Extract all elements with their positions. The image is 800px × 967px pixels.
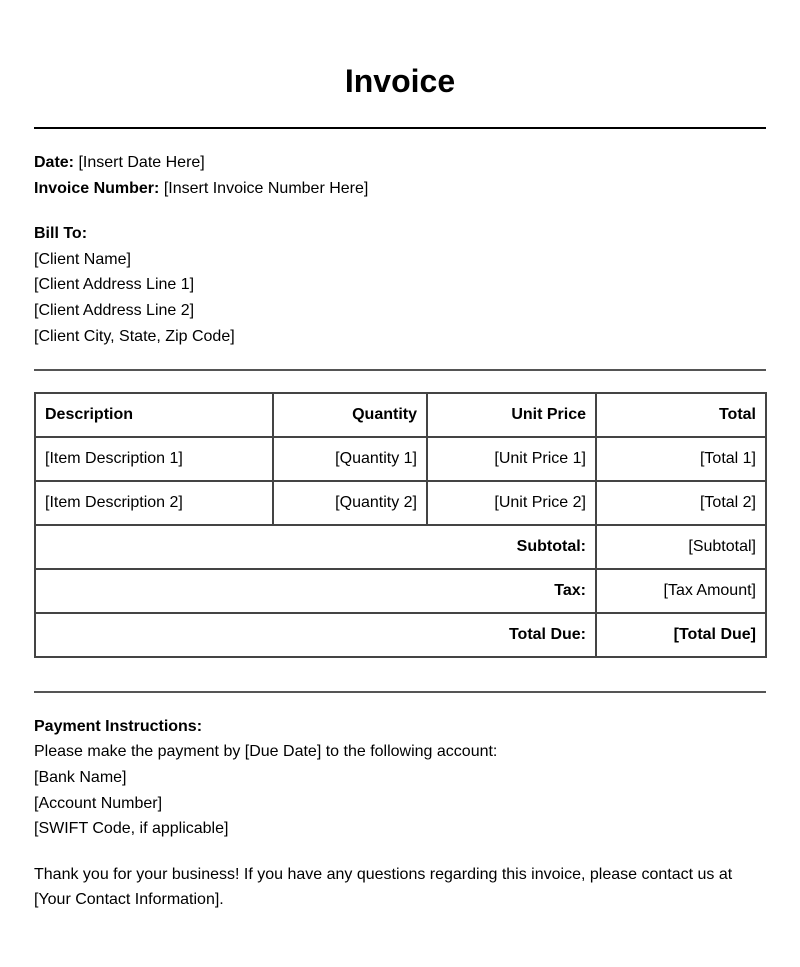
subtotal-label: Subtotal: bbox=[35, 525, 596, 569]
payment-instruction: Please make the payment by [Due Date] to the following account: bbox=[34, 743, 498, 760]
header-quantity: Quantity bbox=[273, 393, 427, 437]
item-unit-price: [Unit Price 2] bbox=[427, 481, 596, 525]
client-name: [Client Name] bbox=[34, 251, 131, 268]
item-unit-price: [Unit Price 1] bbox=[427, 437, 596, 481]
item-total: [Total 2] bbox=[596, 481, 766, 525]
item-quantity: [Quantity 1] bbox=[273, 437, 427, 481]
client-city-state-zip: [Client City, State, Zip Code] bbox=[34, 328, 235, 345]
header-total: Total bbox=[596, 393, 766, 437]
table-row bbox=[35, 481, 766, 525]
tax-label: Tax: bbox=[35, 569, 596, 613]
total-due-label: Total Due: bbox=[35, 613, 596, 657]
invoice-number-label: Invoice Number: bbox=[34, 180, 160, 197]
item-total: [Total 1] bbox=[596, 437, 766, 481]
bill-to-divider bbox=[34, 369, 766, 371]
bill-to-heading: Bill To: bbox=[34, 225, 88, 242]
date-label: Date: bbox=[34, 154, 75, 171]
date-value: [Insert Date Here] bbox=[78, 154, 205, 171]
item-description: [Item Description 1] bbox=[35, 437, 273, 481]
header-description: Description bbox=[35, 393, 273, 437]
invoice-number-line bbox=[34, 179, 368, 199]
table-row bbox=[35, 437, 766, 481]
subtotal-value: [Subtotal] bbox=[596, 525, 766, 569]
item-description: [Item Description 2] bbox=[35, 481, 273, 525]
contact-information: [Your Contact Information]. bbox=[34, 891, 224, 908]
title-divider bbox=[34, 127, 766, 129]
total-due-value: [Total Due] bbox=[596, 613, 766, 657]
closing-message: Thank you for your business! If you have any questions regarding this invoice, please contact us at bbox=[34, 866, 733, 883]
item-quantity: [Quantity 2] bbox=[273, 481, 427, 525]
account-number: [Account Number] bbox=[34, 795, 163, 812]
date-line bbox=[34, 153, 205, 173]
payment-heading: Payment Instructions: bbox=[34, 718, 203, 735]
invoice-title: Invoice bbox=[344, 63, 456, 99]
bank-name: [Bank Name] bbox=[34, 769, 127, 786]
table-header-row bbox=[35, 393, 766, 437]
total-due-row bbox=[35, 613, 766, 657]
client-address-line-1: [Client Address Line 1] bbox=[34, 276, 195, 293]
tax-row bbox=[35, 569, 766, 613]
table-divider bbox=[34, 691, 766, 693]
invoice-number-value: [Insert Invoice Number Here] bbox=[163, 180, 369, 197]
swift-code: [SWIFT Code, if applicable] bbox=[34, 820, 229, 837]
client-address-line-2: [Client Address Line 2] bbox=[34, 302, 195, 319]
header-unit-price: Unit Price bbox=[427, 393, 596, 437]
line-items-table bbox=[34, 392, 767, 658]
subtotal-row bbox=[35, 525, 766, 569]
tax-value: [Tax Amount] bbox=[596, 569, 766, 613]
